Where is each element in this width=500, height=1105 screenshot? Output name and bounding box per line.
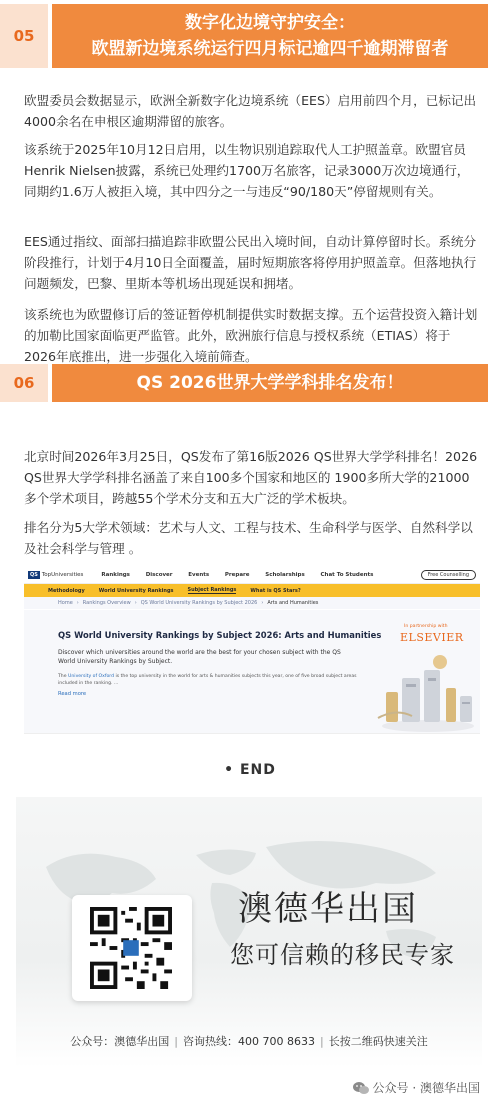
ad-footer-hotline: 咨询热线：400 700 8633	[183, 1035, 315, 1048]
qs-summary-post: is the top university in the world for arts & humanities subjects this year, one of five broad subject areas included in the ranking. ...	[58, 674, 357, 686]
qs-breadcrumb-current: Arts and Humanities	[267, 600, 319, 606]
ad-footer-account: 公众号：澳德华出国	[70, 1035, 170, 1048]
qs-breadcrumb	[24, 597, 480, 609]
ad-footer-divider: |	[174, 1035, 178, 1048]
qs-summary-pre: The	[58, 674, 69, 679]
qr-code-icon[interactable]	[90, 907, 172, 989]
qs-nav-prepare[interactable]: Prepare	[224, 571, 250, 578]
ad-footer	[16, 1033, 482, 1049]
ad-banner	[16, 797, 482, 1068]
qs-hero	[24, 610, 480, 734]
qs-logo-mark: QS	[30, 571, 38, 578]
qs-logo[interactable]	[28, 571, 83, 579]
qs-heading: QS World University Rankings by Subject 2026: Arts and Humanities	[58, 630, 382, 640]
qs-subnav-qs-stars[interactable]: What is QS Stars?	[250, 587, 301, 594]
section-05-title-line2: 欧盟新边境系统运行四月标记逾四千逾期滞留者	[91, 39, 449, 59]
section-05-title-line1: 数字化边境守护安全：	[185, 13, 355, 33]
section-06-title: QS 2026世界大学学科排名发布！	[52, 364, 488, 402]
qs-description: Discover which universities around the world are the best for your chosen subject with the QS World University Rankings by Subject.	[58, 649, 341, 665]
qs-website-screenshot	[24, 566, 480, 734]
qs-read-more-link[interactable]: Read more	[58, 691, 87, 697]
section-05-header	[0, 4, 500, 68]
qs-oxford-link[interactable]: University of Oxford	[68, 674, 115, 679]
ad-slogan: 您可信赖的移民专家	[230, 941, 455, 969]
ad-footer-divider: |	[319, 1035, 324, 1048]
qs-breadcrumb-sep-icon: ›	[261, 600, 264, 606]
section-05-paragraph-1: 欧盟委员会数据显示，欧洲全新数字化边境系统（EES）启用前四个月，已标记出4000余名在申根区逾期滞留的旅客。	[24, 93, 477, 129]
qs-breadcrumb-sep-icon: ›	[76, 600, 79, 606]
qs-nav-rankings[interactable]: Rankings	[101, 571, 130, 578]
qs-breadcrumb-overview[interactable]: Rankings Overview	[82, 600, 131, 606]
qs-nav-events[interactable]: Events	[188, 571, 210, 578]
ad-brand-name: 澳德华出国	[238, 889, 418, 929]
qs-logo-text: TopUniversities	[41, 571, 84, 578]
qs-subnav-subject-rankings[interactable]: Subject Rankings	[187, 587, 237, 593]
qs-partner-label: In partnership with	[404, 624, 448, 629]
section-05-paragraph-2: 该系统于2025年10月12日启用，以生物识别追踪取代人工护照盖章。欧盟官员Henrik Nielsen披露，系统已处理约1700万名旅客，记录3000万次边境通行，同期约1.6万人被拒入境，其中四分之一与违反“90/180天”停留规则有关。	[24, 142, 470, 199]
qs-breadcrumb-sep-icon: ›	[134, 600, 137, 606]
qs-nav-chat[interactable]: Chat To Students	[320, 571, 374, 578]
qs-subnav-world-rankings[interactable]: World University Rankings	[98, 587, 174, 594]
qs-topbar	[24, 566, 480, 584]
section-05-title	[52, 4, 488, 68]
section-06-paragraph-1: 北京时间2026年3月25日，QS发布了第16版2026 QS世界大学学科排名！2026 QS世界大学学科排名涵盖了来自100多个国家和地区的 1900多所大学的21000多个学术项目，跨越55个学术分支和五大广泛的学术板块。	[24, 449, 478, 506]
qs-subnav-methodology[interactable]: Methodology	[48, 587, 85, 594]
end-marker: • END	[224, 762, 276, 778]
qs-free-counselling-button[interactable]: Free Counselling	[421, 570, 476, 580]
section-06-paragraph-2: 排名分为5大学术领域：艺术与人文、工程与技术、生命科学与医学、自然科学以及社会科学与管理 。	[24, 520, 473, 556]
qs-subnav	[24, 584, 480, 597]
section-05-number: 05	[0, 4, 52, 68]
qs-summary	[58, 673, 358, 687]
wechat-watermark	[353, 1079, 480, 1096]
section-05-paragraph-4: 该系统也为欧盟修订后的签证暂停机制提供实时数据支撑。五个运营投资入籍计划的加勒比国家面临更严监管。此外，欧洲旅行信息与授权系统（ETIAS）将于2026年底推出，进一步强化入境前筛查。	[24, 307, 478, 364]
section-06-header	[0, 364, 500, 402]
qs-breadcrumb-subject[interactable]: QS World University Rankings by Subject 2026	[140, 600, 258, 606]
wechat-icon	[353, 1081, 369, 1095]
qs-breadcrumb-home[interactable]: Home	[58, 600, 73, 606]
qs-nav-scholarships[interactable]: Scholarships	[265, 571, 305, 578]
section-05-paragraph-3: EES通过指纹、面部扫描追踪非欧盟公民出入境时间，自动计算停留时长。系统分阶段推行，计划于4月10日全面覆盖，届时短期旅客将停用护照盖章。但落地执行问题频发，巴黎、里斯本等机场出现延误和拥堵。	[24, 234, 477, 291]
books-illustration-icon	[376, 648, 480, 734]
watermark-text: 公众号 · 澳德华出国	[372, 1081, 480, 1095]
qr-code-card	[72, 895, 192, 1001]
qs-nav-discover[interactable]: Discover	[145, 571, 173, 578]
elsevier-logo: ELSEVIER	[400, 631, 464, 644]
ad-footer-cta: 长按二维码快速关注	[328, 1035, 428, 1048]
qs-main-nav	[101, 572, 387, 578]
section-06-number: 06	[0, 364, 52, 402]
